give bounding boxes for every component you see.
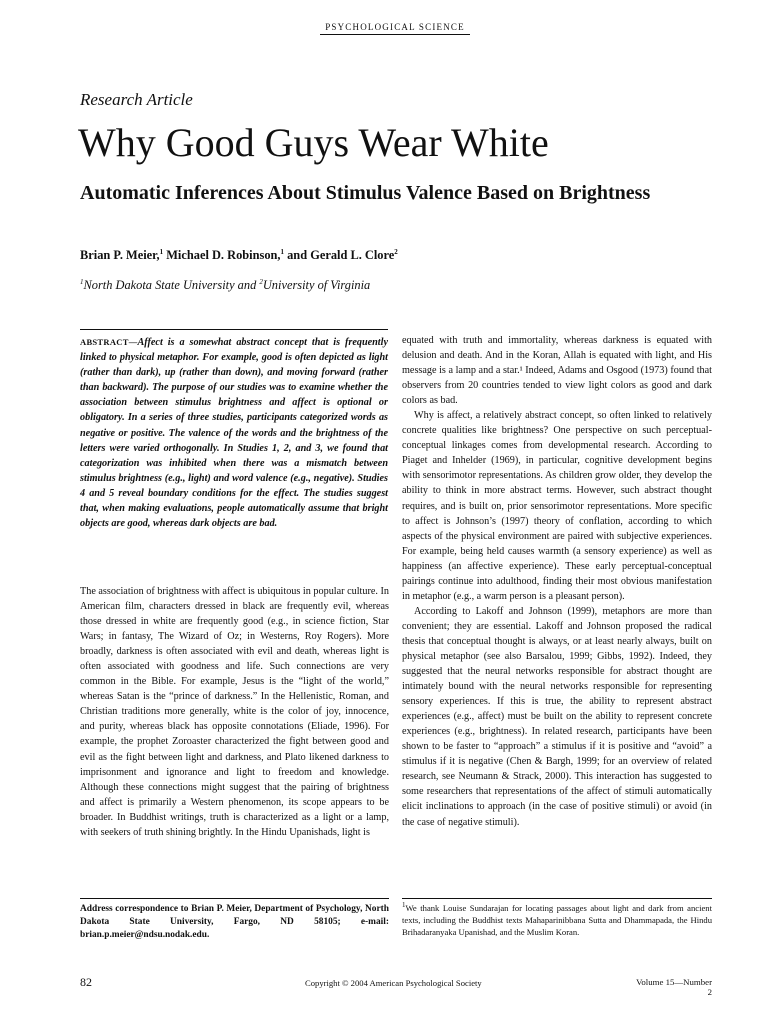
body-paragraph: equated with truth and immortality, whereas darkness is equated with delusion and death. And in the Koran, Allah is equated with light, and His message is a lamp and a star.¹ Indeed, Adams and Osgood (1973) found that observers from 20 countries tended to view light colors as good and dark colors as bad. [402,335,712,407]
body-paragraph: Why is affect, a relatively abstract concept, so often linked to relatively concrete qualities like brightness? One perspective on such perceptual-conceptual linkages comes from developmental research. According to Piaget and Inhelder (1969), in particular, cognitive development begins with sensorimotor representations. As children grow older, they develop the ability to think in more abstract terms. However, such abstract thought requires, and is built on, prior sensorimotor representations. More specific to affect is Johnson’s (1997) theory of conflation, according to which aspects of the physical environment are paired with subjective experiences. For example, being held causes warmth (a sensory experience) as well as happiness (an affective experience). These early perceptual-conceptual pairings continue into adulthood, finding their most obvious manifestation in metaphor (e.g., a warm person is a pleasant person). [402,410,712,602]
affil-mark: 2 [259,277,263,286]
body-paragraph: The association of brightness with affect is ubiquitous in popular culture. In American film, characters dressed in black are frequently evil, whereas those dressed in white are frequently good (e.g., in science fiction, Star Wars; in fantasy, The Wizard of Oz; in Westerns, Roy Rogers). More broadly, darkness is often associated with evil and death, whereas light is often associated with goodness and life. Such connections are very common in the Bible. For example, Jesus is the “light of the world,” whereas Satan is the “prince of darkness.” In the Hellenistic, Roman, and Christian traditions more generally, white is the color of joy, innocence, and purity, whereas black has opposite connotations (Eliade, 1996). For example, the prophet Zoroaster characterized the fight between good and evil as the fight between light and darkness, and Plato likened darkness to imprisonment and ignorance and light to freedom and knowledge. Although these connections might suggest that the pairing of brightness and affect is primarily a Western phenomenon, its scope appears to be broader. In Buddhist writings, truth is characterized as a light or a lamp, with seekers of truth shining brightly. In the Hindu Upanishads, light is [80,586,389,838]
abstract [80,329,388,531]
author-name: and Gerald L. Clore [284,248,395,262]
copyright-line: Copyright © 2004 American Psychological Society [305,978,482,988]
affiliations [80,278,370,293]
body-right-column [402,333,712,830]
author-name: Michael D. Robinson, [163,248,281,262]
footnote [402,898,712,939]
journal-name: PSYCHOLOGICAL SCIENCE [320,22,470,35]
abstract-text: Affect is a somewhat abstract concept that is frequently linked to physical metaphor. For example, good is often depicted as light (rather than dark), up (rather than down), and moving forward (rather than backward). The purpose of our studies was to examine whether the association between stimulus brightness and affect is optional or obligatory. In a series of three studies, participants categorized words as negative or positive. The valence of the words and the brightness of the letters were varied orthogonally. In Studies 1, 2, and 3, we found that categorization was inhibited when there was a mismatch between stimulus brightness (e.g., light) and word valence (e.g., negative). Studies 4 and 5 reveal boundary conditions for the effect. The studies suggest that, when making evaluations, people automatically assume that bright objects are good, whereas dark objects are bad. [80,337,388,530]
article-type: Research Article [80,90,193,109]
author-name: Brian P. Meier, [80,248,160,262]
body-paragraph: According to Lakoff and Johnson (1999), metaphors are more than convenient; they are essential. Lakoff and Johnson proposed the radical thesis that conceptual thought is always, or at least nearly always, built on physical metaphor (see also Barsalou, 1999; Gibbs, 1992). Indeed, they suggested that the neural networks responsible for abstract thought are intimately bound with the neural networks responsible for representing sensory experiences. If this is true, the ability to represent abstract experiences (e.g., affect) must be built on the ability to represent concrete experiences (e.g., brightness). In related research, participants have been shown to be faster to “approach” a stimulus if it is positive and “avoid” a stimulus if it is negative (Chen & Bargh, 1999; for an overview of related research, see Neumann & Strack, 2000). This interaction has suggested to some researchers that representations of the affect of stimuli automatically elicit inclinations to approach (in the case of positive stimuli) or avoid (in the case of negative stimuli). [402,605,712,828]
correspondence-note: Address correspondence to Brian P. Meier, Department of Psychology, North Dakota State University, Fargo, ND 58105; e-mail: brian.p.meier@ndsu.nodak.edu. [80,898,389,942]
footnote-mark: 1 [402,901,406,910]
footnote-text: We thank Louise Sundarajan for locating passages about light and dark from ancient texts, including the Buddhist texts Mahaparinibbana Sutta and Dhammapada, the Hindu Brihadaranyaka Upanishad, and the Muslim Koran. [402,903,712,938]
body-left-column [80,584,389,840]
author-affil-mark: 1 [159,247,164,256]
author-affil-mark: 2 [394,247,398,256]
affil-text: University of Virginia [262,278,371,292]
author-affil-mark: 1 [280,247,285,256]
article-subtitle: Automatic Inferences About Stimulus Valence Based on Brightness [80,182,651,204]
abstract-label: ABSTRACT— [80,337,138,347]
page-number: 82 [80,975,92,989]
affil-text: North Dakota State University and [83,278,260,292]
article-title: Why Good Guys Wear White [78,120,549,165]
volume-issue: Volume 15—Number 2 [636,977,712,997]
author-list [80,248,398,263]
affil-mark: 1 [80,277,84,286]
